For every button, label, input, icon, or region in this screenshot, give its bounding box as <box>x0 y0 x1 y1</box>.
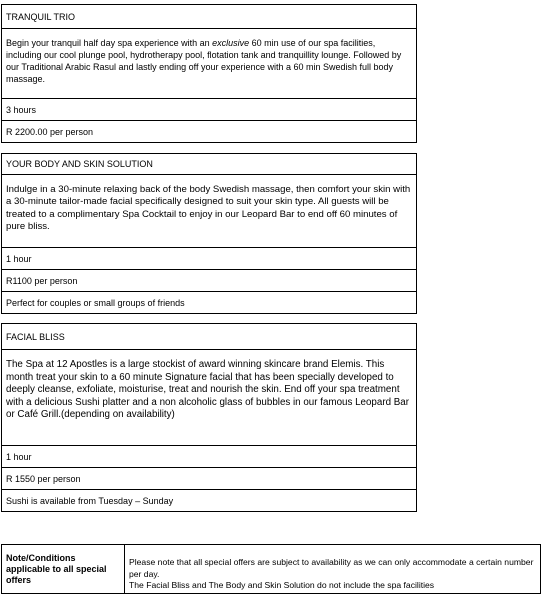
conditions-line: Please note that all special offers are subject to availability as we can only accommodate a certain number per day. <box>129 557 534 579</box>
package-note: Sushi is available from Tuesday – Sunday <box>2 489 416 511</box>
conditions-text <box>125 545 540 593</box>
description-emphasis: exclusive <box>212 38 250 48</box>
package-duration: 3 hours <box>2 98 416 120</box>
package-description <box>2 28 416 98</box>
package-description: Indulge in a 30-minute relaxing back of the body Swedish massage, then comfort your skin with a 30-minute tailor-made facial specifically designed to suit your skin type. All guests will be treated to a complimentary Spa Cocktail to enjoy in our Leopard Bar to end off 60 minutes of pure bliss. <box>2 174 416 247</box>
package-title: FACIAL BLISS <box>6 331 65 342</box>
conditions-label: Note/Conditions applicable to all special offers <box>2 545 125 593</box>
package-price: R 1550 per person <box>2 467 416 489</box>
package-note: Perfect for couples or small groups of friends <box>2 291 416 313</box>
package-duration: 1 hour <box>2 445 416 467</box>
package-price: R1100 per person <box>2 269 416 291</box>
package-title: TRANQUIL TRIO <box>6 11 76 22</box>
package-tranquil-trio <box>1 4 417 143</box>
package-body-and-skin-solution <box>1 153 417 314</box>
conditions-line: The Facial Bliss and The Body and Skin Solution do not include the spa facilities <box>129 580 435 590</box>
description-text: 60 min use of our spa facilities, including our cool plunge pool, hydrotherapy pool, flotation tank and tranquillity lounge. Followed by our Traditional Arabic Rasul and lastly ending off your experience with a 60 min Swedish full body massage. <box>6 38 402 84</box>
package-price: R 2200.00 per person <box>2 120 416 142</box>
description-text: Begin your tranquil half day spa experience with an <box>6 38 213 48</box>
package-title: YOUR BODY AND SKIN SOLUTION <box>6 159 153 169</box>
package-duration: 1 hour <box>2 247 416 269</box>
conditions-table <box>1 544 541 594</box>
package-description: The Spa at 12 Apostles is a large stockist of award winning skincare brand Elemis. This month treat your skin to a 60 minute Signature facial that has been specially developed to deeply cleanse, exfoliate, moisturise, treat and nourish the skin. End off your spa treatment with a delicious Sushi platter and a non alcoholic glass of bubbles in our famous Leopard Bar or Café Grill.(depending on availability) <box>2 349 416 445</box>
package-facial-bliss <box>1 323 417 512</box>
